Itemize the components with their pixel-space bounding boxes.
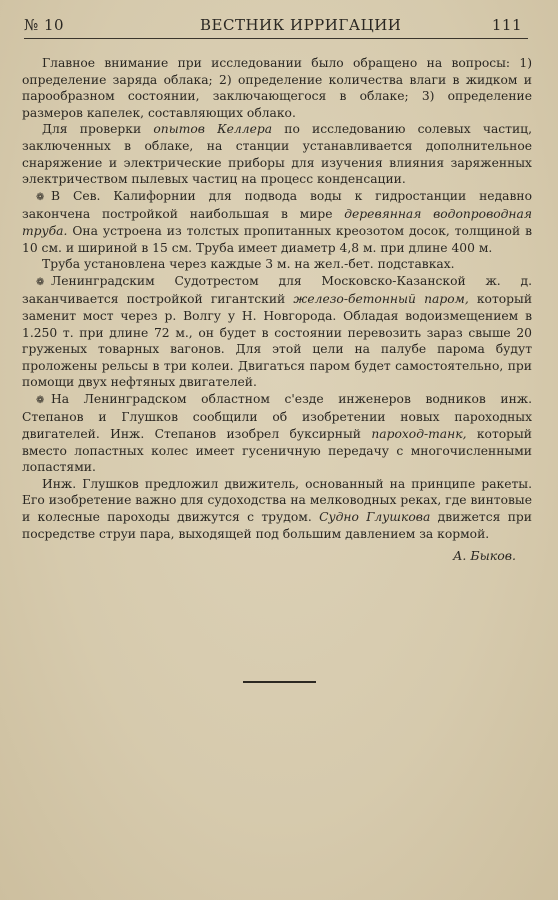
paragraph-ferry: ❁ Ленинградским Судотрестом для Московско-Казанской ж. д. заканчивается постройкой гигантский железо-бетонный паром, который заменит мост через р. Волгу у Н. Новгорода. Обладая водоизмещением в 1.250 т. при длине 72 м., он будет в состоянии перевозить зараз свыше 20 груженых товарных вагонов. Для этой цели на палубе парома будут проложены рельсы в три колеи. Двигаться паром будет самостоятельно, при помощи двух нефтяных двигателей. bbox=[22, 273, 533, 390]
section-ornament-icon: ❁ bbox=[36, 276, 45, 288]
emphasis-glushkov-vessel: Судно Глушкова bbox=[319, 510, 431, 525]
section-ornament-icon: ❁ bbox=[36, 191, 45, 203]
emphasis-ferry: железо-бетонный паром, bbox=[293, 292, 469, 307]
emphasis-tank-steamer: пароход-танк, bbox=[371, 427, 467, 442]
paragraph-rocket-propulsion: Инж. Глушков предложил движитель, основанный на принципе ракеты. Его изобретение важно для судоходства на мелководных реках, где винтовые и колесные пароходы движутся с трудом. Судно Глушкова движется при посредстве струи пара, выходящей под большим давлением за кормой. bbox=[22, 476, 532, 541]
section-ornament-icon: ❁ bbox=[36, 394, 45, 406]
emphasis-wooden-pipe: деревянная водопроводная труба. bbox=[22, 207, 532, 238]
paragraph-cloud-questions: Главное внимание при исследовании было обращено на вопросы: 1) определение заряда облака; 2) определение количества влаги в жидком и парообразном состоянии, заключающегося в облаке; 3) определение размеров капелек, составляющих облако. bbox=[22, 56, 532, 120]
paragraph-pipe-supports: Труба установлена через каждые 3 м. на жел.-бет. подставках. bbox=[42, 257, 455, 272]
issue-number: № 10 bbox=[24, 16, 65, 34]
end-rule-divider bbox=[243, 681, 316, 683]
article-body bbox=[22, 55, 532, 565]
paragraph-steamship-engines: ❁ На Ленинградском областном с'езде инженеров водников инж. Степанов и Глушков сообщили об изобретении новых пароходных двигателей. Инж. Степанов изобрел буксирный пароход-танк, который вместо лопастных колес имеет гусеничную передачу с многочисленными лопастями. bbox=[22, 391, 533, 475]
paragraph-wooden-pipe: ❁ В Сев. Калифорнии для подвода воды к гидростанции недавно закончена постройкой наибольшая в мире деревянная водопроводная труба. Она устроена из толстых пропитанных креозотом досок, толщиной в 10 см. и шириной в 15 см. Труба имеет диаметр 4,8 м. при длине 400 м. bbox=[22, 188, 532, 255]
page-number: 111 bbox=[491, 16, 522, 34]
paragraph-keller-experiments: Для проверки опытов Келлера по исследованию солевых частиц, заключенных в облаке, на станции устанавливается дополнительное снаряжение и электрические приборы для изучения влияния заряженных электричеством пылевых частиц на процесс конденсации. bbox=[22, 122, 532, 187]
emphasis-keller: опытов Келлера bbox=[153, 122, 273, 137]
page-header bbox=[24, 8, 528, 39]
journal-title: ВЕСТНИК ИРРИГАЦИИ bbox=[200, 16, 402, 34]
author-signature: А. Быков. bbox=[452, 548, 516, 564]
